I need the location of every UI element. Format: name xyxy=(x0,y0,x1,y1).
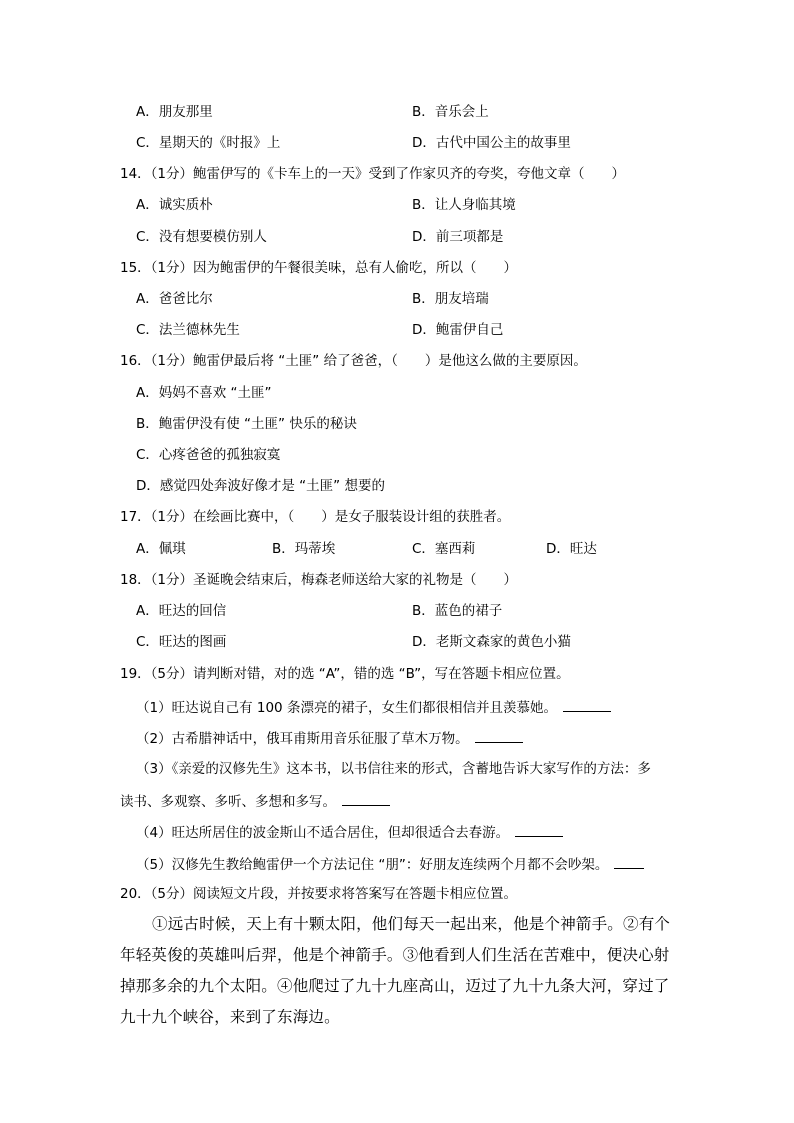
q19-statement-3b: 读书、多观察、多听、多想和多写。 xyxy=(120,791,390,811)
q17-stem: 17．（1分）在绘画比赛中，（ ）是女子服装设计组的获胜者。 xyxy=(120,509,511,525)
answer-blank[interactable] xyxy=(515,822,563,837)
q18-option-a: A．旺达的回信 xyxy=(136,603,227,619)
q15-option-b: B．朋友培瑞 xyxy=(412,291,489,307)
q18-option-d: D．老斯文森家的黄色小猫 xyxy=(412,634,571,650)
q15-option-c: C．法兰德林先生 xyxy=(136,322,240,338)
q17-option-c: C．塞西莉 xyxy=(412,541,476,557)
q17-option-a: A．佩琪 xyxy=(136,541,186,557)
q20-passage xyxy=(120,909,680,1033)
q14-option-b: B．让人身临其境 xyxy=(412,197,516,213)
q16-option-b: B．鲍雷伊没有使 “土匪” 快乐的秘诀 xyxy=(136,416,357,432)
q15-option-a: A．爸爸比尔 xyxy=(136,291,213,307)
answer-blank[interactable] xyxy=(342,791,390,806)
q16-option-d: D．感觉四处奔波好像才是 “土匪” 想要的 xyxy=(136,478,385,494)
q18-option-b: B．蓝色的裙子 xyxy=(412,603,503,619)
q19-statement-2: （2）古希腊神话中，俄耳甫斯用音乐征服了草木万物。 xyxy=(136,728,523,748)
q17-option-b: B．玛蒂埃 xyxy=(272,541,336,557)
q14-option-d: D．前三项都是 xyxy=(412,229,504,245)
q19-statement-1: （1）旺达说自己有 100 条漂亮的裙子，女生们都很相信并且羡慕她。 xyxy=(136,697,611,717)
q16-stem: 16．（1分）鲍雷伊最后将 “土匪” 给了爸爸，（ ）是他这么做的主要原因。 xyxy=(120,353,587,369)
q15-option-d: D．鲍雷伊自己 xyxy=(412,322,504,338)
q19-statement-3a: （3）《亲爱的汉修先生》这本书，以书信往来的形式，含蓄地告诉大家写作的方法：多 xyxy=(136,761,651,777)
q19-statement-5: （5）汉修先生教给鲍雷伊一个方法记住 “朋”：好朋友连续两个月都不会吵架。 xyxy=(136,854,644,874)
q17-option-d: D．旺达 xyxy=(546,541,597,557)
q13-option-a: A．朋友那里 xyxy=(136,104,213,120)
q19-statement-4: （4）旺达所居住的波金斯山不适合居住，但却很适合去春游。 xyxy=(136,822,563,842)
q14-stem: 14．（1分）鲍雷伊写的《卡车上的一天》受到了作家贝齐的夸奖，夸他文章（ ） xyxy=(120,166,626,182)
q14-option-c: C．没有想要模仿别人 xyxy=(136,229,267,245)
passage-text: ①远古时候，天上有十颗太阳，他们每天一起出来，他是个神箭手。②有个年轻英俊的英雄叫后羿，他是个神箭手。③他看到人们生活在苦难中，便决心射掉那多余的九个太阳。④他爬过了九十九座高山，迈过了九十九条大河，穿过了九十九个峡谷，来到了东海边。 xyxy=(120,915,671,1026)
q16-option-c: C．心疼爸爸的孤独寂寞 xyxy=(136,447,281,463)
q13-option-b: B．音乐会上 xyxy=(412,104,489,120)
q20-stem: 20．（5分）阅读短文片段，并按要求将答案写在答题卡相应位置。 xyxy=(120,886,518,902)
q15-stem: 15．（1分）因为鲍雷伊的午餐很美味，总有人偷吃，所以（ ） xyxy=(120,260,518,276)
answer-blank[interactable] xyxy=(563,697,611,712)
answer-blank[interactable] xyxy=(475,728,523,743)
q18-option-c: C．旺达的图画 xyxy=(136,634,227,650)
q13-option-c: C．星期天的《时报》上 xyxy=(136,135,281,151)
q19-stem: 19．（5分）请判断对错，对的选 “A”，错的选 “B”，写在答题卡相应位置。 xyxy=(120,666,570,682)
answer-blank[interactable] xyxy=(614,854,644,869)
q14-option-a: A．诚实质朴 xyxy=(136,197,213,213)
q13-option-d: D．古代中国公主的故事里 xyxy=(412,135,571,151)
q18-stem: 18．（1分）圣诞晚会结束后，梅森老师送给大家的礼物是（ ） xyxy=(120,572,518,588)
q16-option-a: A．妈妈不喜欢 “土匪” xyxy=(136,385,272,401)
